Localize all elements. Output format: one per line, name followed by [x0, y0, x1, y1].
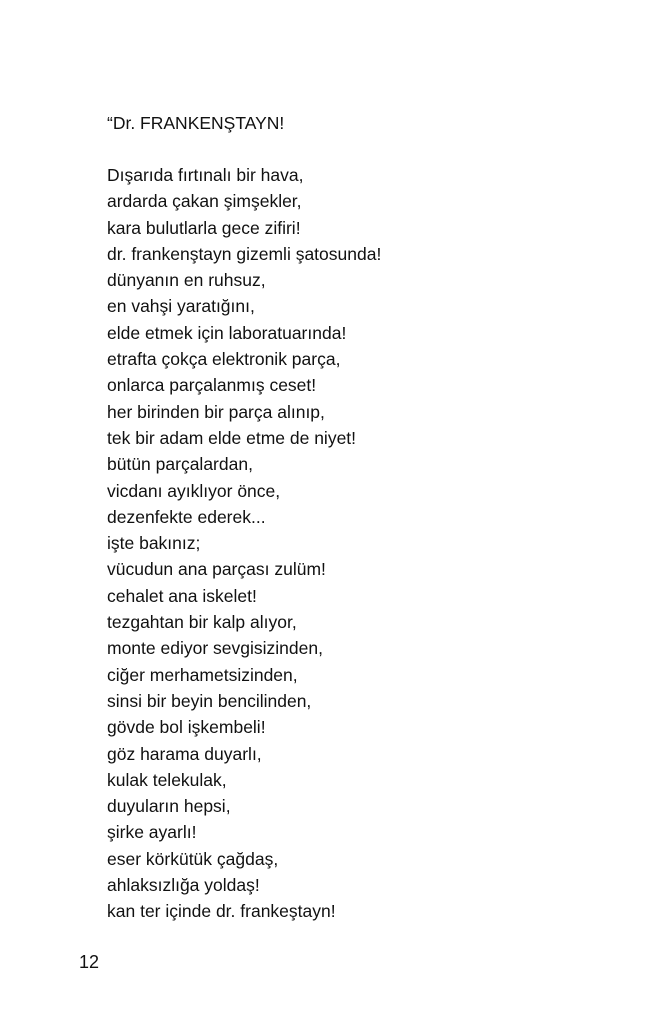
poem-line: dezenfekte ederek... [107, 506, 266, 527]
poem-line: dr. frankenştayn gizemli şatosunda! [107, 243, 382, 264]
poem [107, 110, 607, 925]
poem-line: eser körkütük çağdaş, [107, 848, 279, 869]
poem-line: kan ter içinde dr. frankeştayn! [107, 901, 336, 922]
poem-line: ardarda çakan şimşekler, [107, 191, 302, 212]
poem-line: işte bakınız; [107, 533, 201, 554]
poem-line: göz harama duyarlı, [107, 743, 262, 764]
stanza-gap [107, 136, 607, 162]
poem-line: ciğer merhametsizinden, [107, 664, 298, 685]
poem-line: tezgahtan bir kalp alıyor, [107, 612, 297, 633]
poem-title: “Dr. FRANKENŞTAYN! [107, 113, 285, 133]
poem-line: cehalet ana iskelet! [107, 585, 257, 606]
poem-line: Dışarıda fırtınalı bir hava, [107, 165, 304, 185]
poem-line: etrafta çokça elektronik parça, [107, 349, 341, 370]
poem-line: her birinden bir parça alınıp, [107, 401, 325, 422]
poem-line: vicdanı ayıklıyor önce, [107, 480, 281, 501]
page-number: 12 [79, 952, 100, 972]
poem-line: bütün parçalardan, [107, 454, 253, 475]
poem-body [107, 162, 607, 925]
poem-line: dünyanın en ruhsuz, [107, 270, 266, 291]
poem-line: sinsi bir beyin bencilinden, [107, 690, 312, 711]
poem-line: monte ediyor sevgisizinden, [107, 638, 323, 659]
poem-line: duyuların hepsi, [107, 796, 231, 817]
poem-line: onlarca parçalanmış ceset! [107, 375, 317, 396]
poem-line: şirke ayarlı! [107, 822, 197, 843]
poem-line: vücudun ana parçası zulüm! [107, 559, 326, 580]
poem-line: kara bulutlarla gece zifiri! [107, 217, 301, 238]
poem-line: tek bir adam elde etme de niyet! [107, 427, 357, 448]
poem-line: ahlaksızlığa yoldaş! [107, 875, 260, 896]
poem-line: elde etmek için laboratuarında! [107, 322, 347, 343]
poem-line: kulak telekulak, [107, 769, 227, 790]
poem-line: en vahşi yaratığını, [107, 296, 255, 317]
poem-line: gövde bol işkembeli! [107, 717, 266, 738]
